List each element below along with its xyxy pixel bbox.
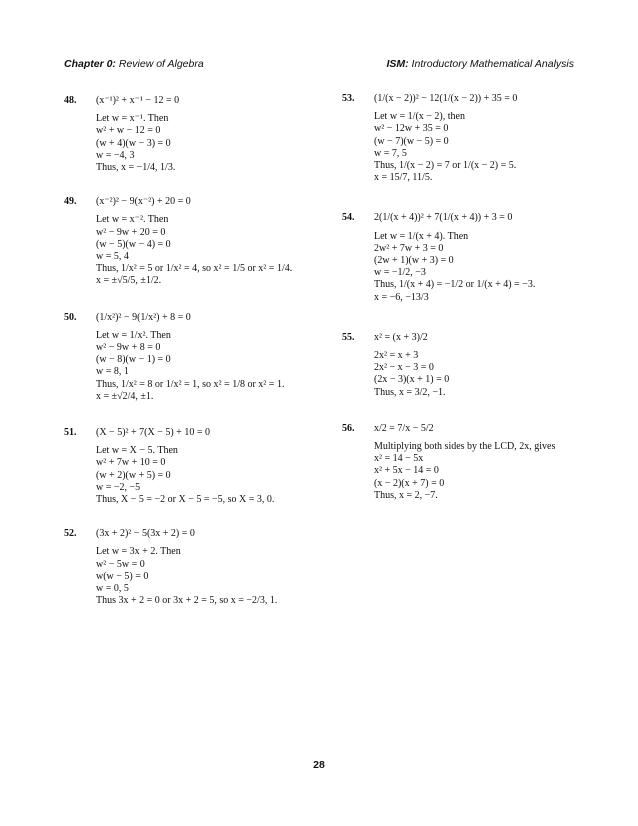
solution-line: w = 0, 5: [96, 583, 129, 595]
problem-number: 49.: [64, 196, 77, 208]
right-column: [342, 93, 582, 510]
problem: [64, 528, 329, 607]
problem-number: 51.: [64, 427, 77, 439]
solution-line: w² − 12w + 35 = 0: [374, 123, 449, 135]
solution-line: Thus 3x + 2 = 0 or 3x + 2 = 5, so x = −2/3, 1.: [96, 595, 278, 607]
solution-line: 2x² = x + 3: [374, 350, 419, 362]
solution-line: (2w + 1)(w + 3) = 0: [374, 255, 454, 267]
problem-number: 52.: [64, 528, 77, 540]
solution-line: w = 7, 5: [374, 147, 407, 159]
solution-line: x² + 5x − 14 = 0: [374, 465, 439, 477]
problem-number: 48.: [64, 95, 77, 106]
page-number: 28: [313, 759, 325, 771]
problem: [342, 212, 582, 303]
solution-line: w = 5, 4: [96, 251, 129, 263]
solution-line: w = −2, −5: [96, 481, 141, 493]
solution-line: w² + w − 12 = 0: [96, 125, 161, 137]
solution-line: (1/x²)² − 9(1/x²) + 8 = 0: [96, 311, 191, 323]
problem: [342, 332, 582, 399]
solution-line: w² − 5w = 0: [96, 558, 145, 570]
problem-number: 56.: [342, 422, 355, 434]
solution-line: x² = 14 − 5x: [374, 453, 424, 465]
solution-line: x = ±√2/4, ±1.: [96, 390, 154, 402]
solution-line: w² − 9w + 20 = 0: [96, 226, 166, 238]
solution-line: w² + 7w + 10 = 0: [96, 457, 166, 469]
problem-number: 55.: [342, 331, 355, 343]
solution-line: (x − 2)(x + 7) = 0: [374, 477, 445, 489]
solution-line: Let w = 1/(x − 2), then: [374, 111, 465, 123]
solution-line: (w − 5)(w − 4) = 0: [96, 238, 171, 250]
problem-number: 53.: [342, 93, 355, 104]
problem-number: 50.: [64, 311, 77, 323]
solution-line: w = −1/2, −3: [374, 267, 426, 279]
solution-line: Thus, x = 3/2, −1.: [374, 386, 446, 398]
solution-line: Let w = x⁻¹. Then: [96, 113, 169, 125]
problem-number: 54.: [342, 212, 355, 224]
problem: [64, 196, 329, 287]
solution-line: Let w = 1/(x + 4). Then: [374, 230, 469, 242]
solution-line: 2x² − x − 3 = 0: [374, 362, 434, 374]
solution-line: x = 15/7, 11/5.: [374, 172, 433, 184]
solution-line: Let w = X − 5. Then: [96, 445, 178, 457]
solution-line: Let w = 1/x². Then: [96, 329, 171, 341]
solution-line: Multiplying both sides by the LCD, 2x, gives: [374, 441, 556, 453]
problem: [64, 312, 329, 403]
solution-line: (x⁻¹)² + x⁻¹ − 12 = 0: [96, 95, 180, 106]
solution-line: w = 8, 1: [96, 366, 129, 378]
solution-line: x = −6, −13/3: [374, 291, 429, 303]
solution-line: Thus, 1/x² = 5 or 1/x² = 4, so x² = 1/5 or x² = 1/4.: [96, 263, 293, 275]
solution-line: x² = (x + 3)/2: [374, 331, 428, 343]
solution-line: (x⁻²)² − 9(x⁻²) + 20 = 0: [96, 196, 191, 208]
solution-line: Thus, x = −1/4, 1/3.: [96, 162, 176, 174]
solution-line: (X − 5)² + 7(X − 5) + 10 = 0: [96, 427, 210, 439]
problem: [64, 95, 329, 174]
solution-line: Thus, 1/x² = 8 or 1/x² = 1, so x² = 1/8 or x² = 1.: [96, 378, 285, 390]
left-column: [64, 95, 329, 616]
problem: [342, 93, 582, 184]
solution-line: Thus, x = 2, −7.: [374, 489, 438, 501]
solution-line: (w − 8)(w − 1) = 0: [96, 354, 171, 366]
problem: [342, 423, 582, 502]
solution-line: (w + 2)(w + 5) = 0: [96, 469, 171, 481]
solution-line: Let w = x⁻². Then: [96, 214, 169, 226]
solution-line: Let w = 3x + 2. Then: [96, 546, 181, 558]
solution-line: (2x − 3)(x + 1) = 0: [374, 374, 450, 386]
header-chapter: Chapter 0: Review of Algebra: [64, 58, 204, 70]
solution-line: w(w − 5) = 0: [96, 570, 149, 582]
problem: [64, 427, 329, 506]
solution-line: (w − 7)(w − 5) = 0: [374, 135, 449, 147]
solution-line: Thus, X − 5 = −2 or X − 5 = −5, so X = 3, 0.: [96, 494, 275, 506]
solution-line: w = −4, 3: [96, 149, 135, 161]
solution-line: 2w² + 7w + 3 = 0: [374, 242, 444, 254]
solution-line: x = ±√5/5, ±1/2.: [96, 275, 162, 287]
solution-line: Thus, 1/(x + 4) = −1/2 or 1/(x + 4) = −3.: [374, 279, 536, 291]
solution-line: 2(1/(x + 4))² + 7(1/(x + 4)) + 3 = 0: [374, 212, 513, 224]
solution-line: (3x + 2)² − 5(3x + 2) = 0: [96, 528, 195, 540]
header-book-title: ISM: Introductory Mathematical Analysis: [386, 58, 574, 70]
solution-line: (1/(x − 2))² − 12(1/(x − 2)) + 35 = 0: [374, 93, 518, 104]
solution-line: x/2 = 7/x − 5/2: [374, 422, 434, 434]
solution-line: (w + 4)(w − 3) = 0: [96, 137, 171, 149]
solution-line: w² − 9w + 8 = 0: [96, 342, 161, 354]
solution-line: Thus, 1/(x − 2) = 7 or 1/(x − 2) = 5.: [374, 160, 517, 172]
